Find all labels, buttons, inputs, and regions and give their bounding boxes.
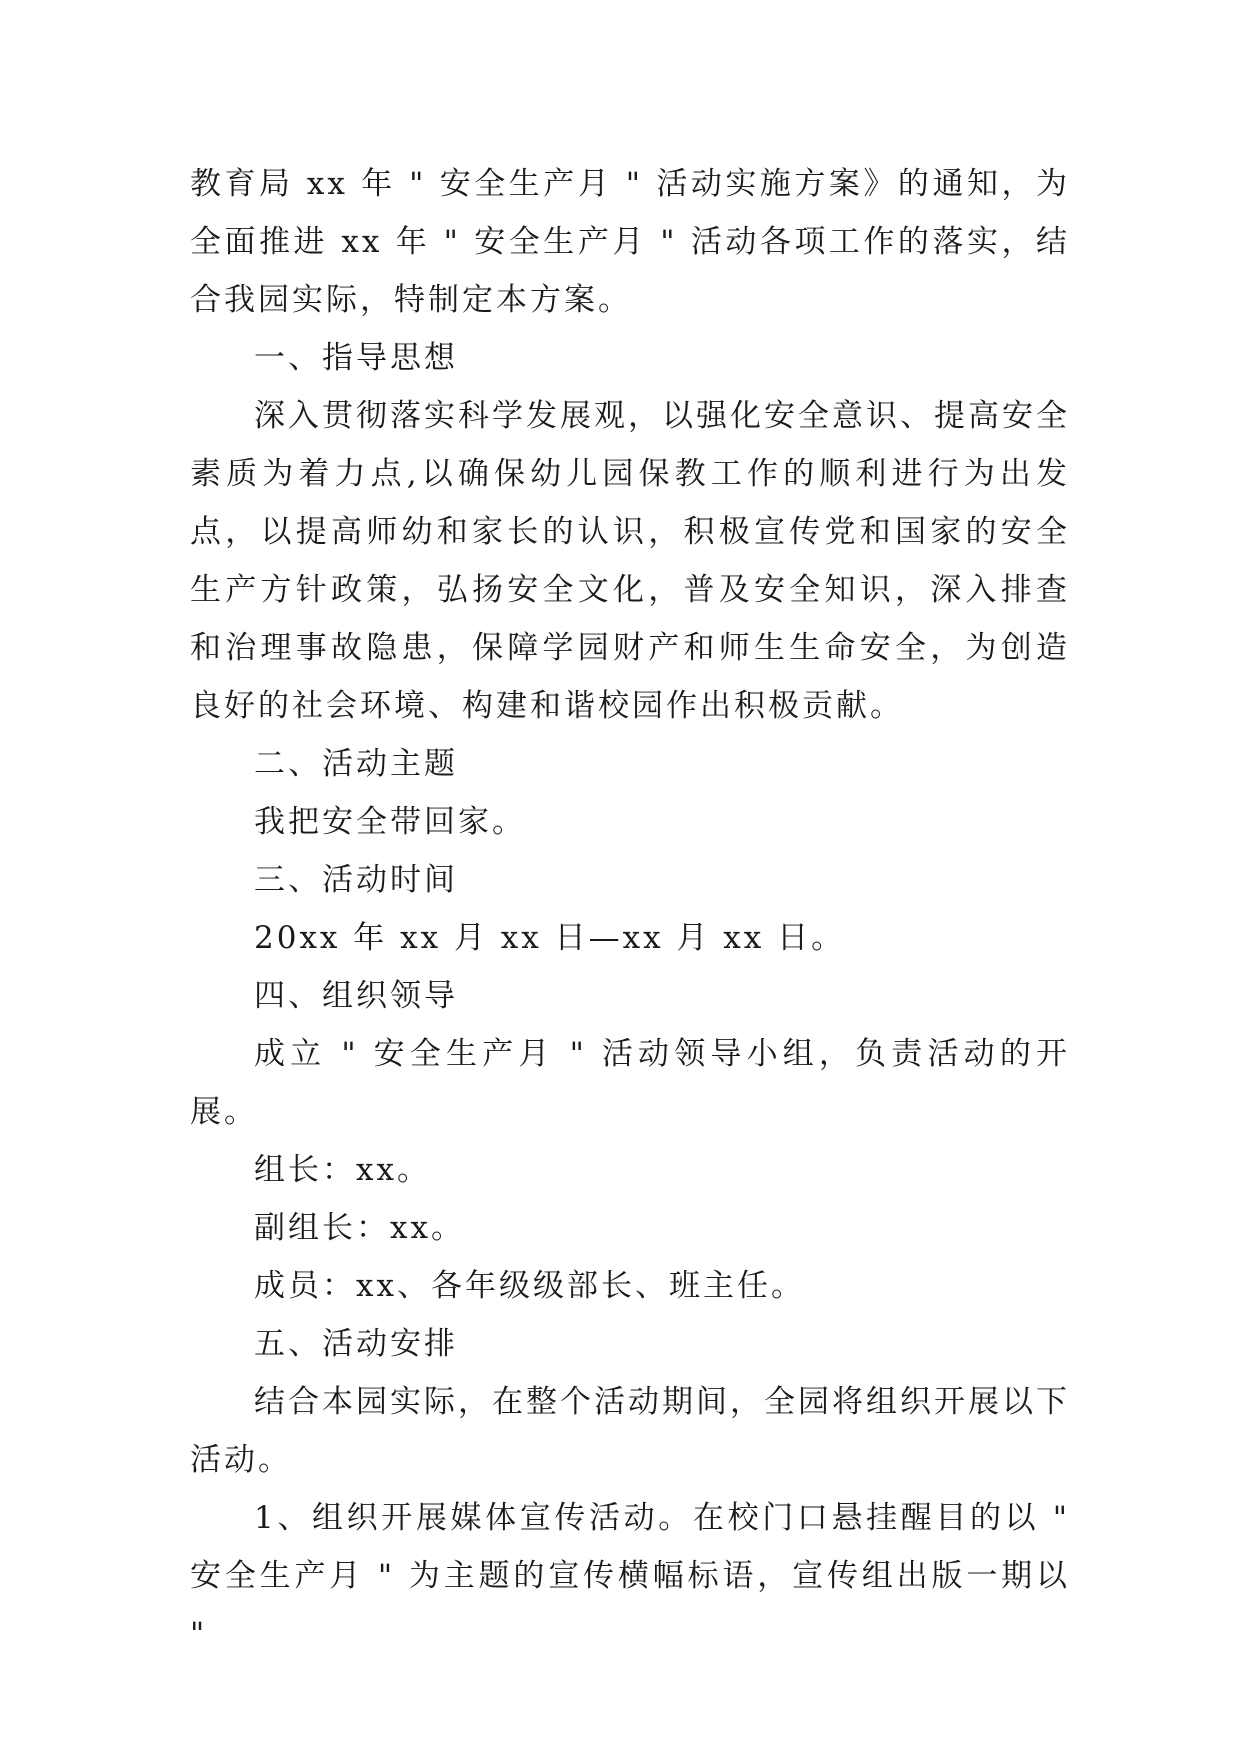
paragraph-intro: 教育局 xx 年 " 安全生产月 " 活动实施方案》的通知，为全面推进 xx 年 " 安全生产月 " 活动各项工作的落实，结合我园实际，特制定本方案。 bbox=[190, 166, 1070, 318]
document-body bbox=[190, 155, 1070, 1663]
paragraph-guiding-thought: 深入贯彻落实科学发展观，以强化安全意识、提高安全素质为着力点,以确保幼儿园保教工作的顺利进行为出发点，以提高师幼和家长的认识，积极宣传党和国家的安全生产方针政策，弘扬安全文化，普及安全知识，深入排查和治理事故隐患，保障学园财产和师生生命安全，为创造良好的社会环境、构建和谐校园作出积极贡献。 bbox=[190, 398, 1070, 724]
paragraph-media-campaign: 1、组织开展媒体宣传活动。在校门口悬挂醒目的以 " 安全生产月 " 为主题的宣传横幅标语，宣传组出版一期以 " bbox=[190, 1500, 1070, 1652]
paragraph-organization: 成立 " 安全生产月 " 活动领导小组，负责活动的开展。 bbox=[190, 1036, 1070, 1130]
paragraph-activity-time: 20xx 年 xx 月 xx 日—xx 月 xx 日。 bbox=[254, 920, 846, 956]
paragraph-deputy-leader: 副组长：xx。 bbox=[254, 1210, 465, 1246]
paragraph-activity-theme: 我把安全带回家。 bbox=[254, 804, 526, 840]
heading-guiding-thought: 一、指导思想 bbox=[254, 340, 458, 376]
paragraph-members: 成员：xx、各年级级部长、班主任。 bbox=[254, 1268, 805, 1304]
heading-activity-time: 三、活动时间 bbox=[254, 862, 458, 898]
paragraph-activity-arrangement: 结合本园实际，在整个活动期间，全园将组织开展以下活动。 bbox=[190, 1384, 1070, 1478]
heading-organization: 四、组织领导 bbox=[254, 978, 458, 1014]
heading-activity-arrangement: 五、活动安排 bbox=[254, 1326, 458, 1362]
heading-activity-theme: 二、活动主题 bbox=[254, 746, 458, 782]
paragraph-leader: 组长：xx。 bbox=[254, 1152, 431, 1188]
